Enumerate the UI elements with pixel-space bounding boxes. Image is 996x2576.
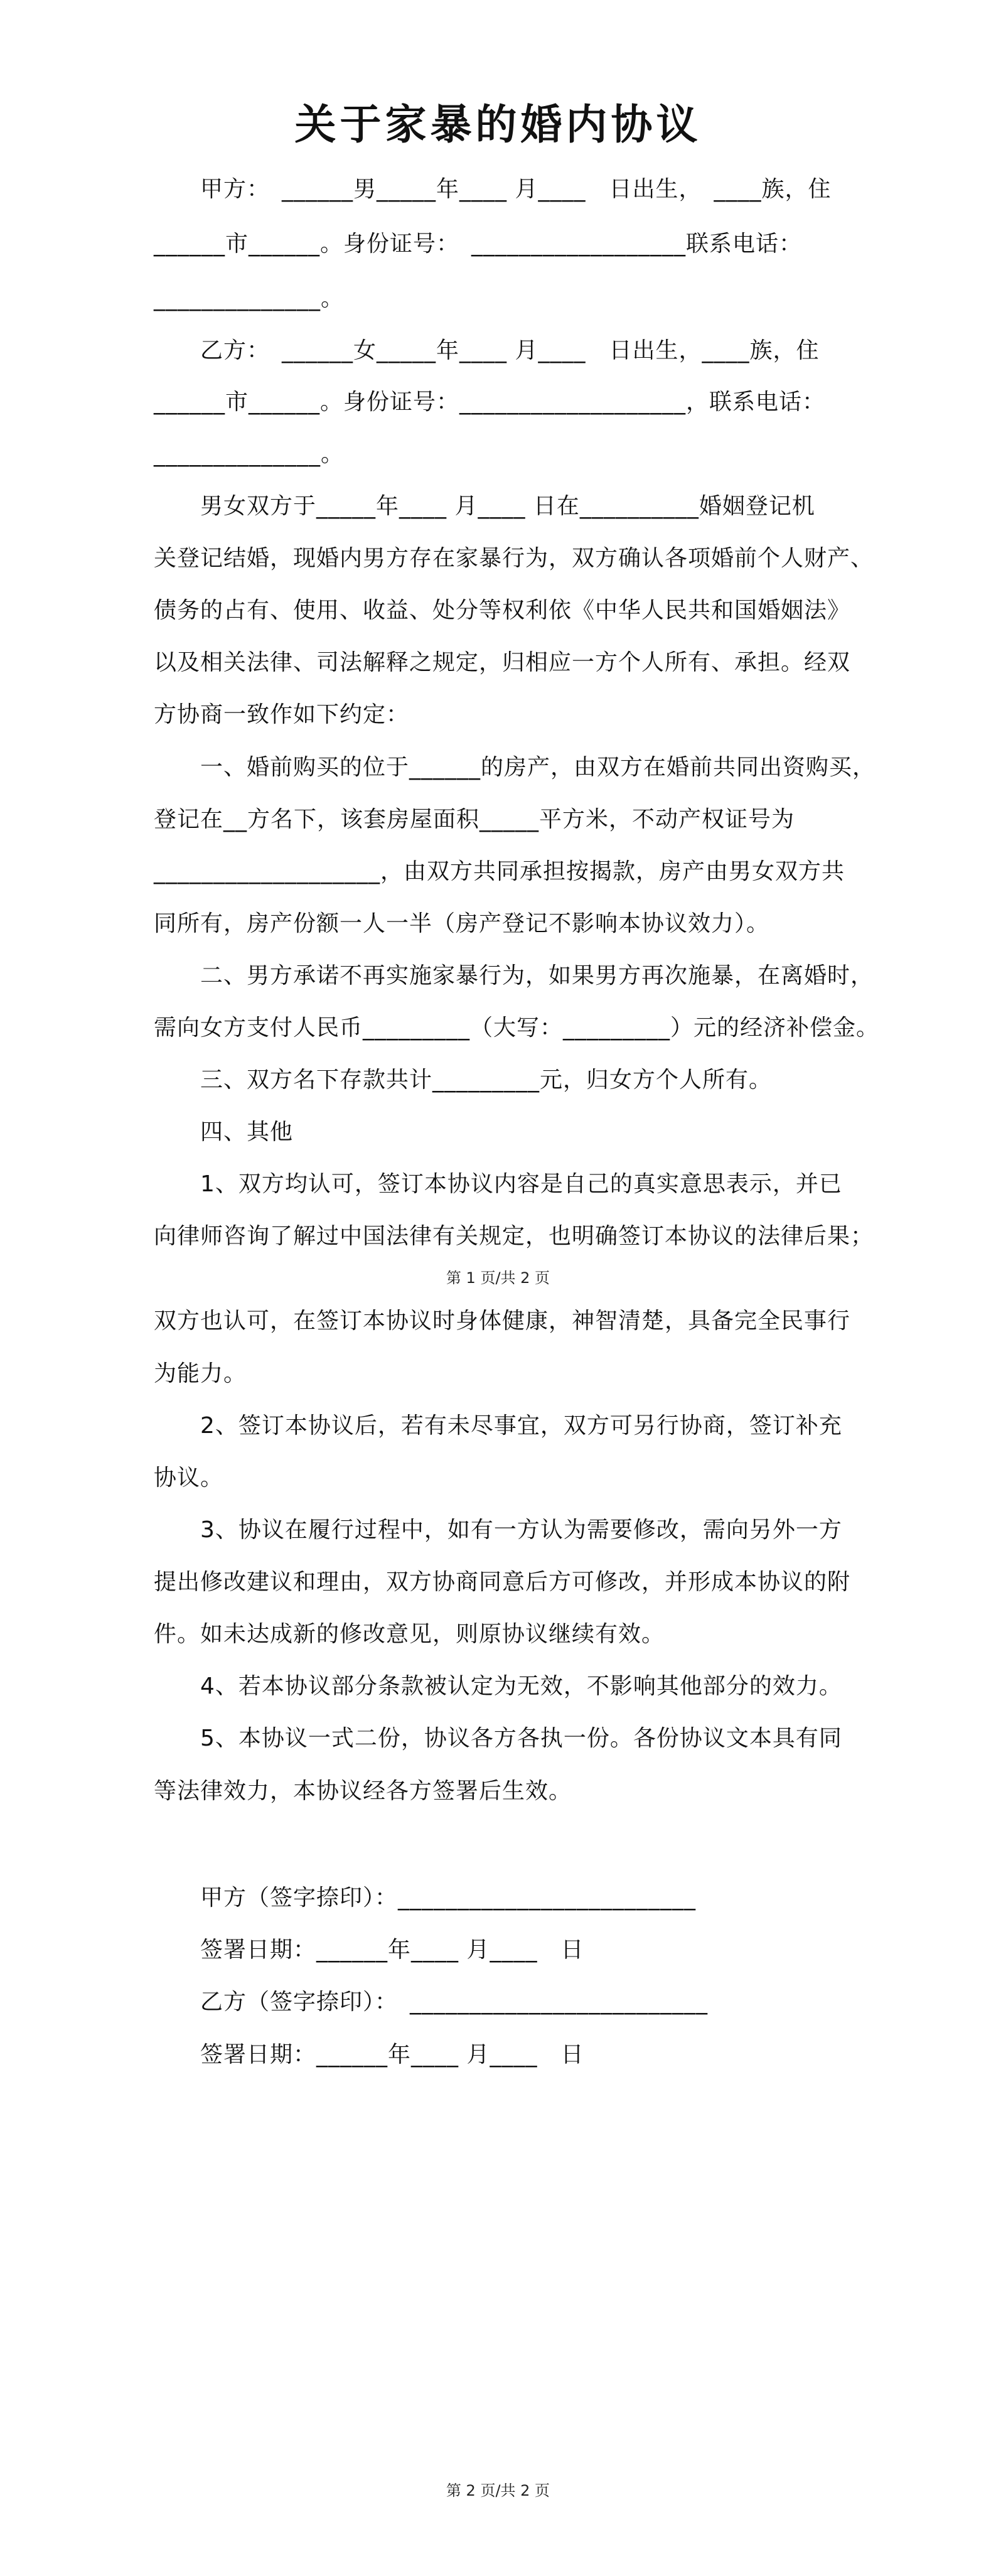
text-line: 双方也认可，在签订本协议时身体健康，神智清楚，具备完全民事行 [154,1308,851,1334]
text-line: 需向女方支付人民币_________（大写：_________）元的经济补偿金。 [154,1015,880,1041]
text-line: 1、双方均认可，签订本协议内容是自己的真实意思表示，并已 [154,1171,842,1197]
party-a-sign-date: 签署日期：______年____ 月____ 日 [154,1937,584,1963]
party-b-signature: 乙方（签字捺印）： _________________________ [154,1989,709,2015]
text-line: 件。如未达成新的修改意见，则原协议继续有效。 [154,1621,665,1647]
party-a-signature: 甲方（签字捺印）：_________________________ [154,1885,697,1911]
text-line: ______________。 [154,441,344,467]
page-number: 第 2 页/共 2 页 [446,2482,550,2499]
party-b-sign-date: 签署日期：______年____ 月____ 日 [154,2042,584,2068]
text-line: 协议。 [154,1465,224,1491]
text-line: ___________________，由双方共同承担按揭款，房产由男女双方共 [154,859,845,884]
text-line: ______市______。身份证号： __________________联系电话： [154,231,803,257]
text-line: ______________。 [154,286,344,311]
text-line: 三、双方名下存款共计_________元，归女方个人所有。 [154,1067,773,1093]
text-line: ______市______。身份证号：___________________，联系电话： [154,389,826,415]
text-line: 二、男方承诺不再实施家暴行为，如果男方再次施暴，在离婚时， [154,963,874,989]
text-line: 提出修改建议和理由，双方协商同意后方可修改，并形成本协议的附 [154,1569,851,1595]
text-line: 男女双方于_____年____ 月____ 日在__________婚姻登记机 [154,493,815,519]
text-line: 以及相关法律、司法解释之规定，归相应一方个人所有、承担。经双 [154,650,851,675]
text-line: 一、婚前购买的位于______的房产，由双方在婚前共同出资购买， [154,754,876,780]
text-line: 四、其他 [154,1119,294,1145]
text-line: 乙方： ______女_____年____ 月____ 日出生，____族，住 [154,338,820,363]
text-line: 4、若本协议部分条款被认定为无效，不影响其他部分的效力。 [154,1673,842,1699]
text-line: 等法律效力，本协议经各方签署后生效。 [154,1778,572,1804]
text-line: 5、本协议一式二份，协议各方各执一份。各份协议文本具有同 [154,1725,842,1751]
text-line: 登记在__方名下，该套房屋面积_____平方米，不动产权证号为 [154,807,795,832]
page-number: 第 1 页/共 2 页 [446,1269,550,1287]
text-line: 债务的占有、使用、收益、处分等权利依《中华人民共和国婚姻法》 [154,598,851,623]
text-line: 方协商一致作如下约定： [154,702,410,727]
text-line: 甲方： ______男_____年____ 月____ 日出生， ____族，住 [154,176,832,202]
text-line: 为能力。 [154,1361,247,1387]
text-line: 关登记结婚，现婚内男方存在家暴行为，双方确认各项婚前个人财产、 [154,545,874,571]
text-line: 3、协议在履行过程中，如有一方认为需要修改，需向另外一方 [154,1517,842,1543]
document-title: 关于家暴的婚内协议 [294,100,702,149]
text-line: 向律师咨询了解过中国法律有关规定，也明确签订本协议的法律后果； [154,1223,874,1249]
text-line: 同所有，房产份额一人一半（房产登记不影响本协议效力）。 [154,911,770,936]
text-line: 2、签订本协议后，若有未尽事宜，双方可另行协商，签订补充 [154,1413,842,1439]
